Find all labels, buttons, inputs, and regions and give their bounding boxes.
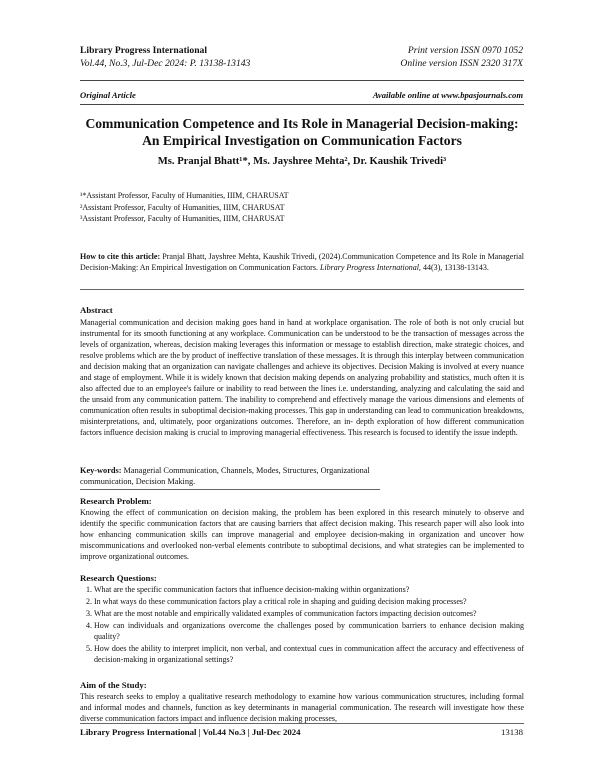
abstract-text: Managerial communication and decision making goes hand in hand at workplace organisation. The role of both is not only crucial but instrumental for its smooth functioning at any workplace. Communication can be understood to be the transaction of messages across the levels of organization, whereas, decision making leverages this information or message to establish direction, make strategic choices, and resolve problems which are the by product of ineffective translation of these messages. It is through this interplay between communication and decision making that an organization can navigate challenges and achieve its objectives. Decision Making is involved at every nuance and stage of employment. While it is widely known that decision making depends on analyzing probability and statistics, much often it is also affected due to an employee's failure or inability to read between the lines i.e. understanding, analyzing and calculating the said and the unsaid from any communication pattern. The inability to comprehend and effectively manage the various dimensions and elements of communication often results in suboptimal decision-making processes. This gap in understanding can lead to communication breakdowns, misinterpretations, and, ultimately, poor organizations outcomes. Therefore, an in- depth exploration of how different communication factors influence decision making is crucial to improving managerial effectiveness. This research is focused to identify the issue indepth. xyxy=(80,318,524,437)
citation xyxy=(80,251,524,273)
affiliations xyxy=(80,190,289,225)
journal-header-left xyxy=(80,44,250,70)
abstract-heading: Abstract xyxy=(80,305,113,315)
title-line-2: An Empirical Investigation on Communication Factors xyxy=(142,133,462,148)
aim-text: This research seeks to employ a qualitative research methodology to examine how various communication structures, including formal and informal modes and channels, function as key determinants in managerial communication. The research will investigate how these diverse communication factors impact and influence decision making processes, xyxy=(80,692,524,723)
keywords-rule xyxy=(80,489,380,490)
citation-rule xyxy=(80,289,524,290)
paper-title xyxy=(80,115,524,149)
research-problem-text: Knowing the effect of communication on decision making, the problem has been explored in this research minutely to observe and identify the specific communication factors that are causing barriers that affect decision making. This research paper will also look into how enhancing communication skills can improve managerial and employee decision-making in organization and uncover how miscommunications and overlooked non-verbal elements contribute to suboptimal decisions, and what strategies can be implemented to improve organizational outcomes. xyxy=(80,508,524,561)
list-item: 4. How can individuals and organizations overcome the challenges posed by communication barriers to enhance decision making quality? xyxy=(94,620,524,642)
affiliation-2: ²Assistant Professor, Faculty of Humanities, IIIM, CHARUSAT xyxy=(80,202,285,212)
keywords-label: Key-words: xyxy=(80,466,122,475)
title-line-1: Communication Competence and Its Role in Managerial Decision-making: xyxy=(85,116,519,131)
list-item: 5. How does the ability to interpret implicit, non verbal, and contextual cues in communication affect the accuracy and effectiveness of decision-making in organizational settings? xyxy=(94,643,524,665)
header-rule-2 xyxy=(80,104,524,105)
citation-tail: 44(3), 13138-13143. xyxy=(420,263,489,272)
citation-text: Pranjal Bhatt, Jayshree Mehta, Kaushik Trivedi, (2024).Communication Competence and Its Role in Managerial Decision-Making: An Empirical Investigation on Communication Factors. xyxy=(80,252,524,272)
keywords xyxy=(80,465,380,487)
affiliation-1: ¹*Assistant Professor, Faculty of Humanities, IIIM, CHARUSAT xyxy=(80,191,289,200)
research-problem-heading: Research Problem: xyxy=(80,496,152,506)
list-item: 3. What are the most notable and empirically validated examples of communication factors impacting decision outcomes? xyxy=(94,608,524,619)
print-issn: Print version ISSN 0970 1052 xyxy=(407,45,523,56)
footer-rule xyxy=(80,723,524,724)
journal-header-right xyxy=(400,44,523,70)
research-questions-heading: Research Questions: xyxy=(80,573,157,583)
authors: Ms. Pranjal Bhatt¹*, Ms. Jayshree Mehta², Dr. Kaushik Trivedi³ xyxy=(157,156,447,167)
aim-heading: Aim of the Study: xyxy=(80,680,147,690)
citation-journal: Library Progress International, xyxy=(319,263,421,272)
research-questions-list xyxy=(80,584,524,666)
list-item: 1. What are the specific communication factors that influence decision-making within organizations? xyxy=(94,584,524,595)
footer-journal: Library Progress International | Vol.44 No.3 | Jul-Dec 2024 xyxy=(80,727,301,737)
page-number: 13138 xyxy=(501,727,523,737)
header-rule xyxy=(80,80,524,81)
affiliation-3: ³Assistant Professor, Faculty of Humanities, IIIM, CHARUSAT xyxy=(80,214,285,223)
article-type: Original Article xyxy=(80,90,136,100)
available-online[interactable]: Available online at www.bpasjournals.com xyxy=(372,90,523,100)
online-issn: Online version ISSN 2320 317X xyxy=(400,58,523,69)
citation-label: How to cite this article: xyxy=(80,252,161,261)
volume-line: Vol.44, No.3, Jul-Dec 2024: P. 13138-13143 xyxy=(80,58,251,69)
journal-name: Library Progress International xyxy=(80,45,208,56)
keywords-text: Managerial Communication, Channels, Modes, Structures, Organizational communication, Decision Making. xyxy=(80,466,370,486)
list-item: 2. In what ways do these communication factors play a critical role in shaping and guiding decision making processes? xyxy=(94,596,524,607)
